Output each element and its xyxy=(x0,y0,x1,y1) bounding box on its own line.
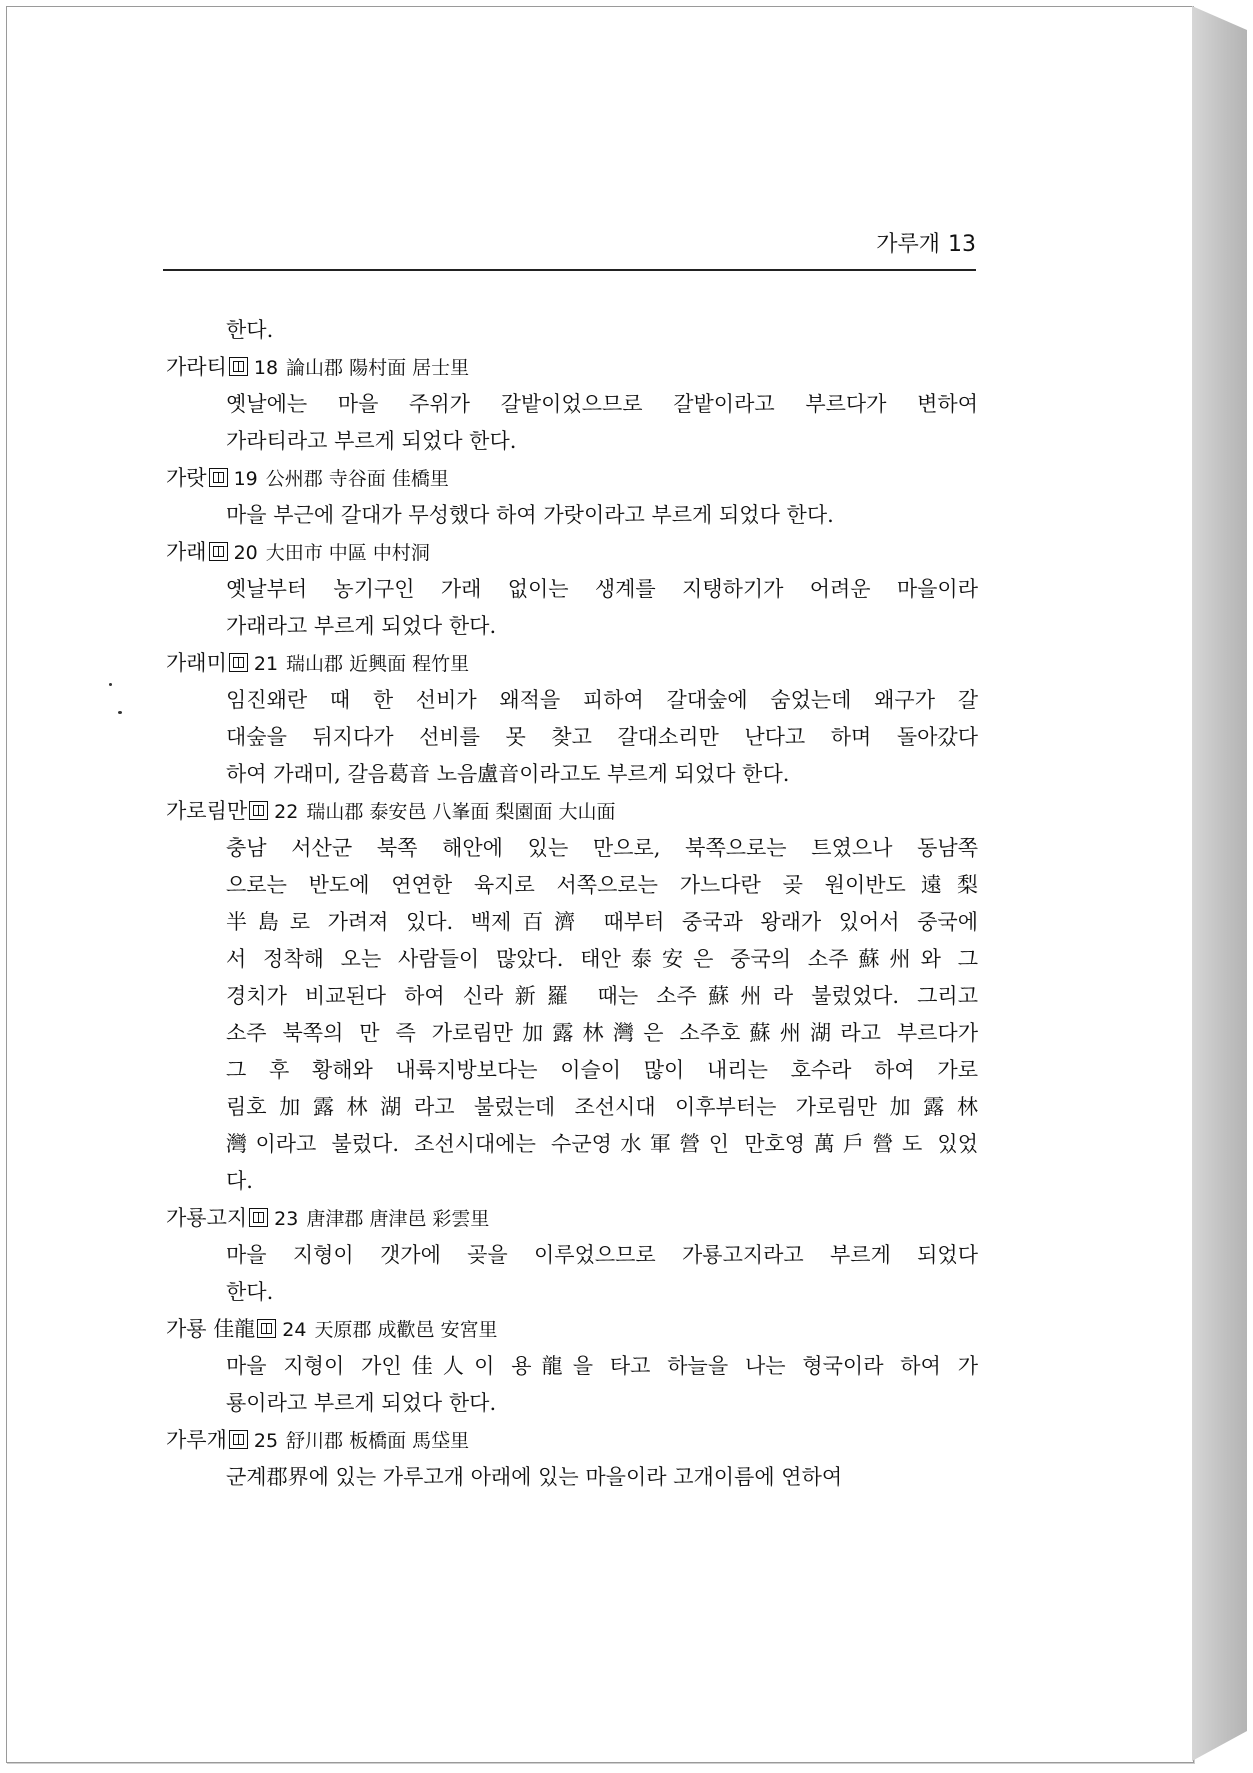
page-edge-shadow xyxy=(1192,6,1247,1761)
village-symbol-icon xyxy=(209,542,228,561)
entry-heading xyxy=(166,645,978,682)
entry-location: 瑞山郡 近興面 程竹里 xyxy=(286,653,470,675)
entry xyxy=(166,534,978,645)
entry-number: 22 xyxy=(274,801,299,823)
entry-text-line: 마을 지형이 갯가에 곶을 이루었으므로 가룡고지라고 부르게 되었다 xyxy=(226,1243,978,1267)
entry-heading xyxy=(166,1200,978,1237)
entry-text-line: 룡이라고 부르게 되었다 한다. xyxy=(226,1391,497,1415)
entry-number: 20 xyxy=(233,542,258,564)
entry-text-line: 임진왜란 때 한 선비가 왜적을 피하여 갈대숲에 숨었는데 왜구가 갈 xyxy=(226,688,978,712)
entry-location: 舒川郡 板橋面 馬垈里 xyxy=(286,1430,470,1452)
village-symbol-icon xyxy=(229,1430,248,1449)
entry-location: 天原郡 成歡邑 安宮里 xyxy=(314,1319,498,1341)
entry xyxy=(166,1200,978,1311)
entry-text-line: 마을 부근에 갈대가 무성했다 하여 가랏이라고 부르게 되었다 한다. xyxy=(226,503,834,527)
entry xyxy=(166,1422,978,1496)
village-symbol-icon xyxy=(257,1319,276,1338)
entry xyxy=(166,1311,978,1422)
dictionary-entries xyxy=(166,312,978,1496)
entry-text-line: 옛날부터 농기구인 가래 없이는 생계를 지탱하기가 어려운 마을이라 xyxy=(226,577,978,601)
entry-location: 公州郡 寺谷面 佳橋里 xyxy=(265,468,449,490)
entry-text-line: 옛날에는 마을 주위가 갈밭이었으므로 갈밭이라고 부르다가 변하여 xyxy=(226,392,978,416)
entry-heading xyxy=(166,349,978,386)
entry-title: 가래미 xyxy=(166,651,227,675)
entry-title: 가룡 佳龍 xyxy=(166,1317,256,1341)
entry-title: 가래 xyxy=(166,540,207,564)
entry-text-line: 半島로 가려져 있다. 백제百濟 때부터 중국과 왕래가 있어서 중국에 xyxy=(226,910,978,934)
village-symbol-icon xyxy=(209,468,228,487)
entry-heading xyxy=(166,534,978,571)
entry-number: 19 xyxy=(233,468,258,490)
entry-text-line: 하여 가래미, 갈음葛音 노음盧音이라고도 부르게 되었다 한다. xyxy=(226,762,790,786)
entry-title: 가루개 xyxy=(166,1428,227,1452)
entry-number: 25 xyxy=(253,1430,279,1452)
continuation-line: 한다. xyxy=(226,318,274,342)
entry-text-line: 마을 지형이 가인佳人이 용龍을 타고 하늘을 나는 형국이라 하여 가 xyxy=(226,1354,978,1378)
entry-location: 大田市 中區 中村洞 xyxy=(265,542,430,564)
entry-text-line: 으로는 반도에 연연한 육지로 서쪽으로는 가느다란 곶 원이반도遠梨 xyxy=(226,873,978,897)
entry-title: 가룡고지 xyxy=(166,1206,248,1230)
entry-text-line: 다. xyxy=(226,1169,253,1193)
village-symbol-icon xyxy=(249,1208,268,1227)
entry-heading xyxy=(166,1311,978,1348)
running-head xyxy=(868,227,976,258)
entry-text-line: 군계郡界에 있는 가루고개 아래에 있는 마을이라 고개이름에 연하여 xyxy=(226,1465,843,1489)
page-header xyxy=(163,227,976,271)
entry-text-line: 대숲을 뒤지다가 선비를 못 찾고 갈대소리만 난다고 하며 돌아갔다 xyxy=(226,725,978,749)
entry xyxy=(166,645,978,793)
entry xyxy=(166,793,978,1200)
entry-text-line: 소주 북쪽의 만 즉 가로림만加露林灣은 소주호蘇州湖라고 부르다가 xyxy=(226,1021,978,1045)
village-symbol-icon xyxy=(229,653,248,672)
entry-location: 論山郡 陽村面 居士里 xyxy=(286,357,470,379)
page-number: 13 xyxy=(948,232,976,257)
entry-title: 가로림만 xyxy=(166,799,248,823)
village-symbol-icon xyxy=(249,801,268,820)
entry-heading xyxy=(166,1422,978,1459)
entry-title: 가랏 xyxy=(166,466,207,490)
entry-text-line: 림호加露林湖라고 불렀는데 조선시대 이후부터는 가로림만加露林 xyxy=(226,1095,978,1119)
scan-speck xyxy=(109,683,112,686)
entry-text-line: 충남 서산군 북쪽 해안에 있는 만으로, 북쪽으로는 트였으나 동남쪽 xyxy=(226,836,978,860)
entry-text-line: 灣이라고 불렀다. 조선시대에는 수군영水軍營인 만호영萬戶營도 있었 xyxy=(226,1132,978,1156)
entry-text-line: 가래라고 부르게 되었다 한다. xyxy=(226,614,497,638)
entry-number: 18 xyxy=(253,357,279,379)
entry-text-line: 가라티라고 부르게 되었다 한다. xyxy=(226,429,517,453)
entry-number: 23 xyxy=(274,1208,299,1230)
entry-text-line: 경치가 비교된다 하여 신라新羅 때는 소주蘇州라 불렀었다. 그리고 xyxy=(226,984,978,1008)
village-symbol-icon xyxy=(229,357,248,376)
entry-location: 瑞山郡 泰安邑 八峯面 梨園面 大山面 xyxy=(306,801,616,823)
entry-number: 24 xyxy=(282,1319,307,1341)
entry-title: 가라티 xyxy=(166,355,227,379)
scan-speck xyxy=(118,711,122,714)
entry-location: 唐津郡 唐津邑 彩雲里 xyxy=(306,1208,490,1230)
entry xyxy=(166,460,978,534)
entry-text-line: 한다. xyxy=(226,1280,274,1304)
running-head-title: 가루개 xyxy=(876,232,940,257)
entry-text-line: 서 정착해 오는 사람들이 많았다. 태안泰安은 중국의 소주蘇州와 그 xyxy=(226,947,978,971)
entry-heading xyxy=(166,460,978,497)
entry-text-line: 그 후 황해와 내륙지방보다는 이슬이 많이 내리는 호수라 하여 가로 xyxy=(226,1058,978,1082)
entry-number: 21 xyxy=(253,653,279,675)
entry-heading xyxy=(166,793,978,830)
entry xyxy=(166,349,978,460)
